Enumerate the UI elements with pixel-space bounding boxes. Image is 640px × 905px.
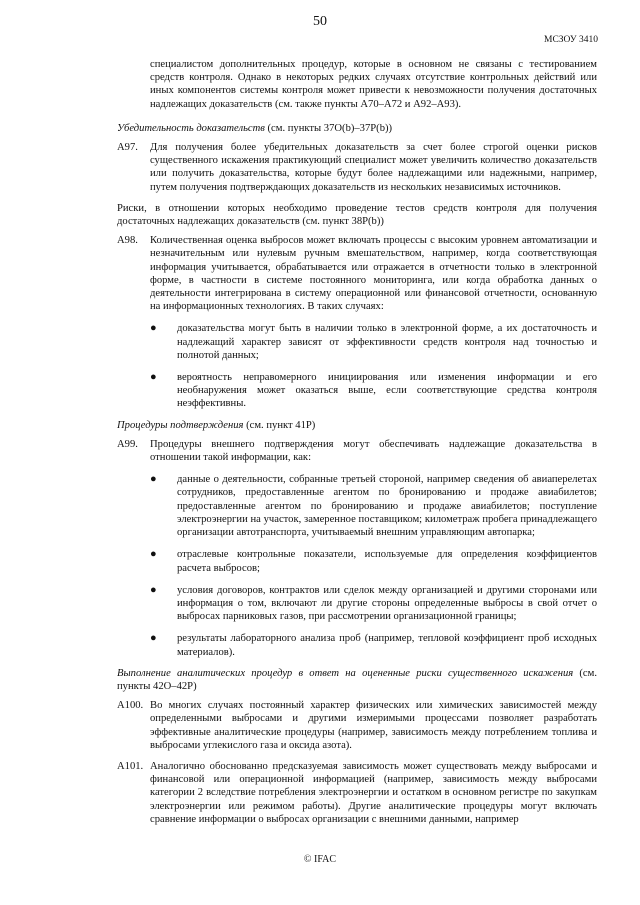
paragraph-number: А101.	[117, 760, 144, 772]
section-heading	[117, 419, 597, 432]
paragraph-text: Для получения более убедительных доказательств за счет более строгой оценки рисков существенного искажения практикующий специалист может увеличить количество доказательств или получить доказательства, которые будут более надлежащими или надежными, например, путем получения подтверждающих доказательств из нескольких независимых источников.	[150, 142, 597, 193]
copyright-footer: © IFAC	[303, 854, 337, 865]
paragraph-a99	[117, 438, 597, 659]
bullet-icon: ●	[150, 632, 157, 645]
section-heading	[117, 667, 597, 693]
section-analytical-procedures	[117, 667, 597, 826]
section-heading-italic: Выполнение аналитических процедур в ответ на оцененные риски существенного искажения	[117, 667, 574, 679]
page-number: 50	[313, 14, 327, 29]
section-heading-reference: (см. пункты 37О(b)–37Р(b))	[264, 122, 393, 134]
paragraph-a97	[117, 141, 597, 194]
document-code: МСЗОУ 3410	[544, 35, 598, 45]
section-heading-reference: (см. пункт 41Р)	[243, 419, 316, 431]
list-item	[150, 632, 597, 658]
intro-paragraph: специалистом дополнительных процедур, которые в основном не связаны с тестированием средств контроля. Однако в некоторых редких случаях отсутствие контрольных действий или иных компонентов системы контроля может привести к невозможности получения достаточных надлежащих доказательств (см. также пункты А70–А72 и А92–А93).	[150, 59, 597, 110]
paragraph-text: Процедуры внешнего подтверждения могут обеспечивать надлежащие доказательства в отношении такой информации, как:	[150, 438, 597, 464]
list-item-text: доказательства могут быть в наличии только в электронной форме, а их достаточность и надлежащий характер зависят от эффективности средств контроля над точностью и полнотой данных;	[177, 323, 597, 361]
list-item-text: вероятность неправомерного инициирования или изменения информации и его необнаружения может оказаться выше, если соответствующие средства контроля неэффективны.	[177, 372, 597, 410]
paragraph-text: Количественная оценка выбросов может включать процессы с высоким уровнем автоматизации и незначительным или нулевым ручным вмешательством, например, когда соответствующая информация учитывается, обрабатывается или отражается в отчетности только в электронной форме, в частности в системе постоянного мониторинга, или когда обработка данных о деятельности интегрирована в систему операционной или финансовой отчетности, основанную на информационных технологиях. В таких случаях:	[150, 235, 597, 313]
paragraph-number: А100.	[117, 700, 144, 712]
paragraph-a101	[117, 760, 597, 826]
page-content	[117, 58, 597, 834]
paragraph-number: А98.	[117, 235, 138, 247]
list-item-text: результаты лабораторного анализа проб (например, тепловой коэффициент проб исходных материалов).	[177, 633, 597, 658]
section-heading: Риски, в отношении которых необходимо проведение тестов средств контроля для получения достаточных надлежащих доказательств (см. пункт 38Р(b))	[117, 202, 597, 228]
bullet-icon: ●	[150, 473, 157, 486]
paragraph-text: Аналогично обоснованно предсказуемая зависимость может существовать между выбросами и финансовой или операционной информацией (например, зависимость между выбросами категории 2 вследствие потребления электроэнергии и остатком в основном регистре по закупкам электроэнергии или режимом работы). Другие аналитические процедуры могут включать сравнение информации о выбросах организации с внешними данными, например	[150, 760, 597, 825]
section-heading-italic: Убедительность доказательств	[117, 122, 265, 134]
paragraph-number: А97.	[117, 142, 138, 154]
list-item	[150, 322, 597, 362]
bullet-icon: ●	[150, 371, 157, 384]
section-control-testing-risks	[117, 202, 597, 411]
list-item-text: отраслевые контрольные показатели, используемые для определения коэффициентов расчета выбросов;	[177, 549, 597, 574]
paragraph-a100	[117, 699, 597, 752]
list-item	[150, 371, 597, 411]
list-item-text: условия договоров, контрактов или сделок между организацией и другими сторонами или информация о том, включают ли другие стороны определенные выбросы в свой отчет о выбросах парниковых газов, при рассмотрении организационной границы;	[177, 584, 597, 623]
paragraph-number: А99.	[117, 438, 138, 450]
paragraph-text: Во многих случаях постоянный характер физических или химических зависимостей между определенными выбросами и другими измеримыми процессами позволяет разработать эффективные аналитические процедуры (например, зависимость между потреблением топлива и выбросами углекислого газа и оксида азота).	[150, 700, 597, 751]
paragraph-a98	[117, 234, 597, 410]
section-evidence-persuasiveness	[117, 122, 597, 194]
bullet-icon: ●	[150, 548, 157, 561]
section-heading-reference: (см. пункты 42О–42Р)	[117, 667, 597, 692]
list-item	[150, 584, 597, 624]
bullet-icon: ●	[150, 583, 157, 596]
section-confirmation-procedures	[117, 419, 597, 659]
bullet-icon: ●	[150, 322, 157, 335]
list-item	[150, 548, 597, 574]
list-item-text: данные о деятельности, собранные третьей стороной, например сведения об авиаперелетах сотрудников, предоставленные агентом по бронированию и продаже авиабилетов; предоставленные агентом по бронированию и продаже авиабилетов; поступление электроэнергии на участок, замеренное поставщиком; километраж пробега принадлежащего организации автотранспорта, учитываемый внешним управляющим автопарка;	[177, 474, 597, 539]
section-heading-italic: Процедуры подтверждения	[117, 419, 244, 431]
list-item	[150, 473, 597, 539]
section-heading	[117, 122, 597, 135]
